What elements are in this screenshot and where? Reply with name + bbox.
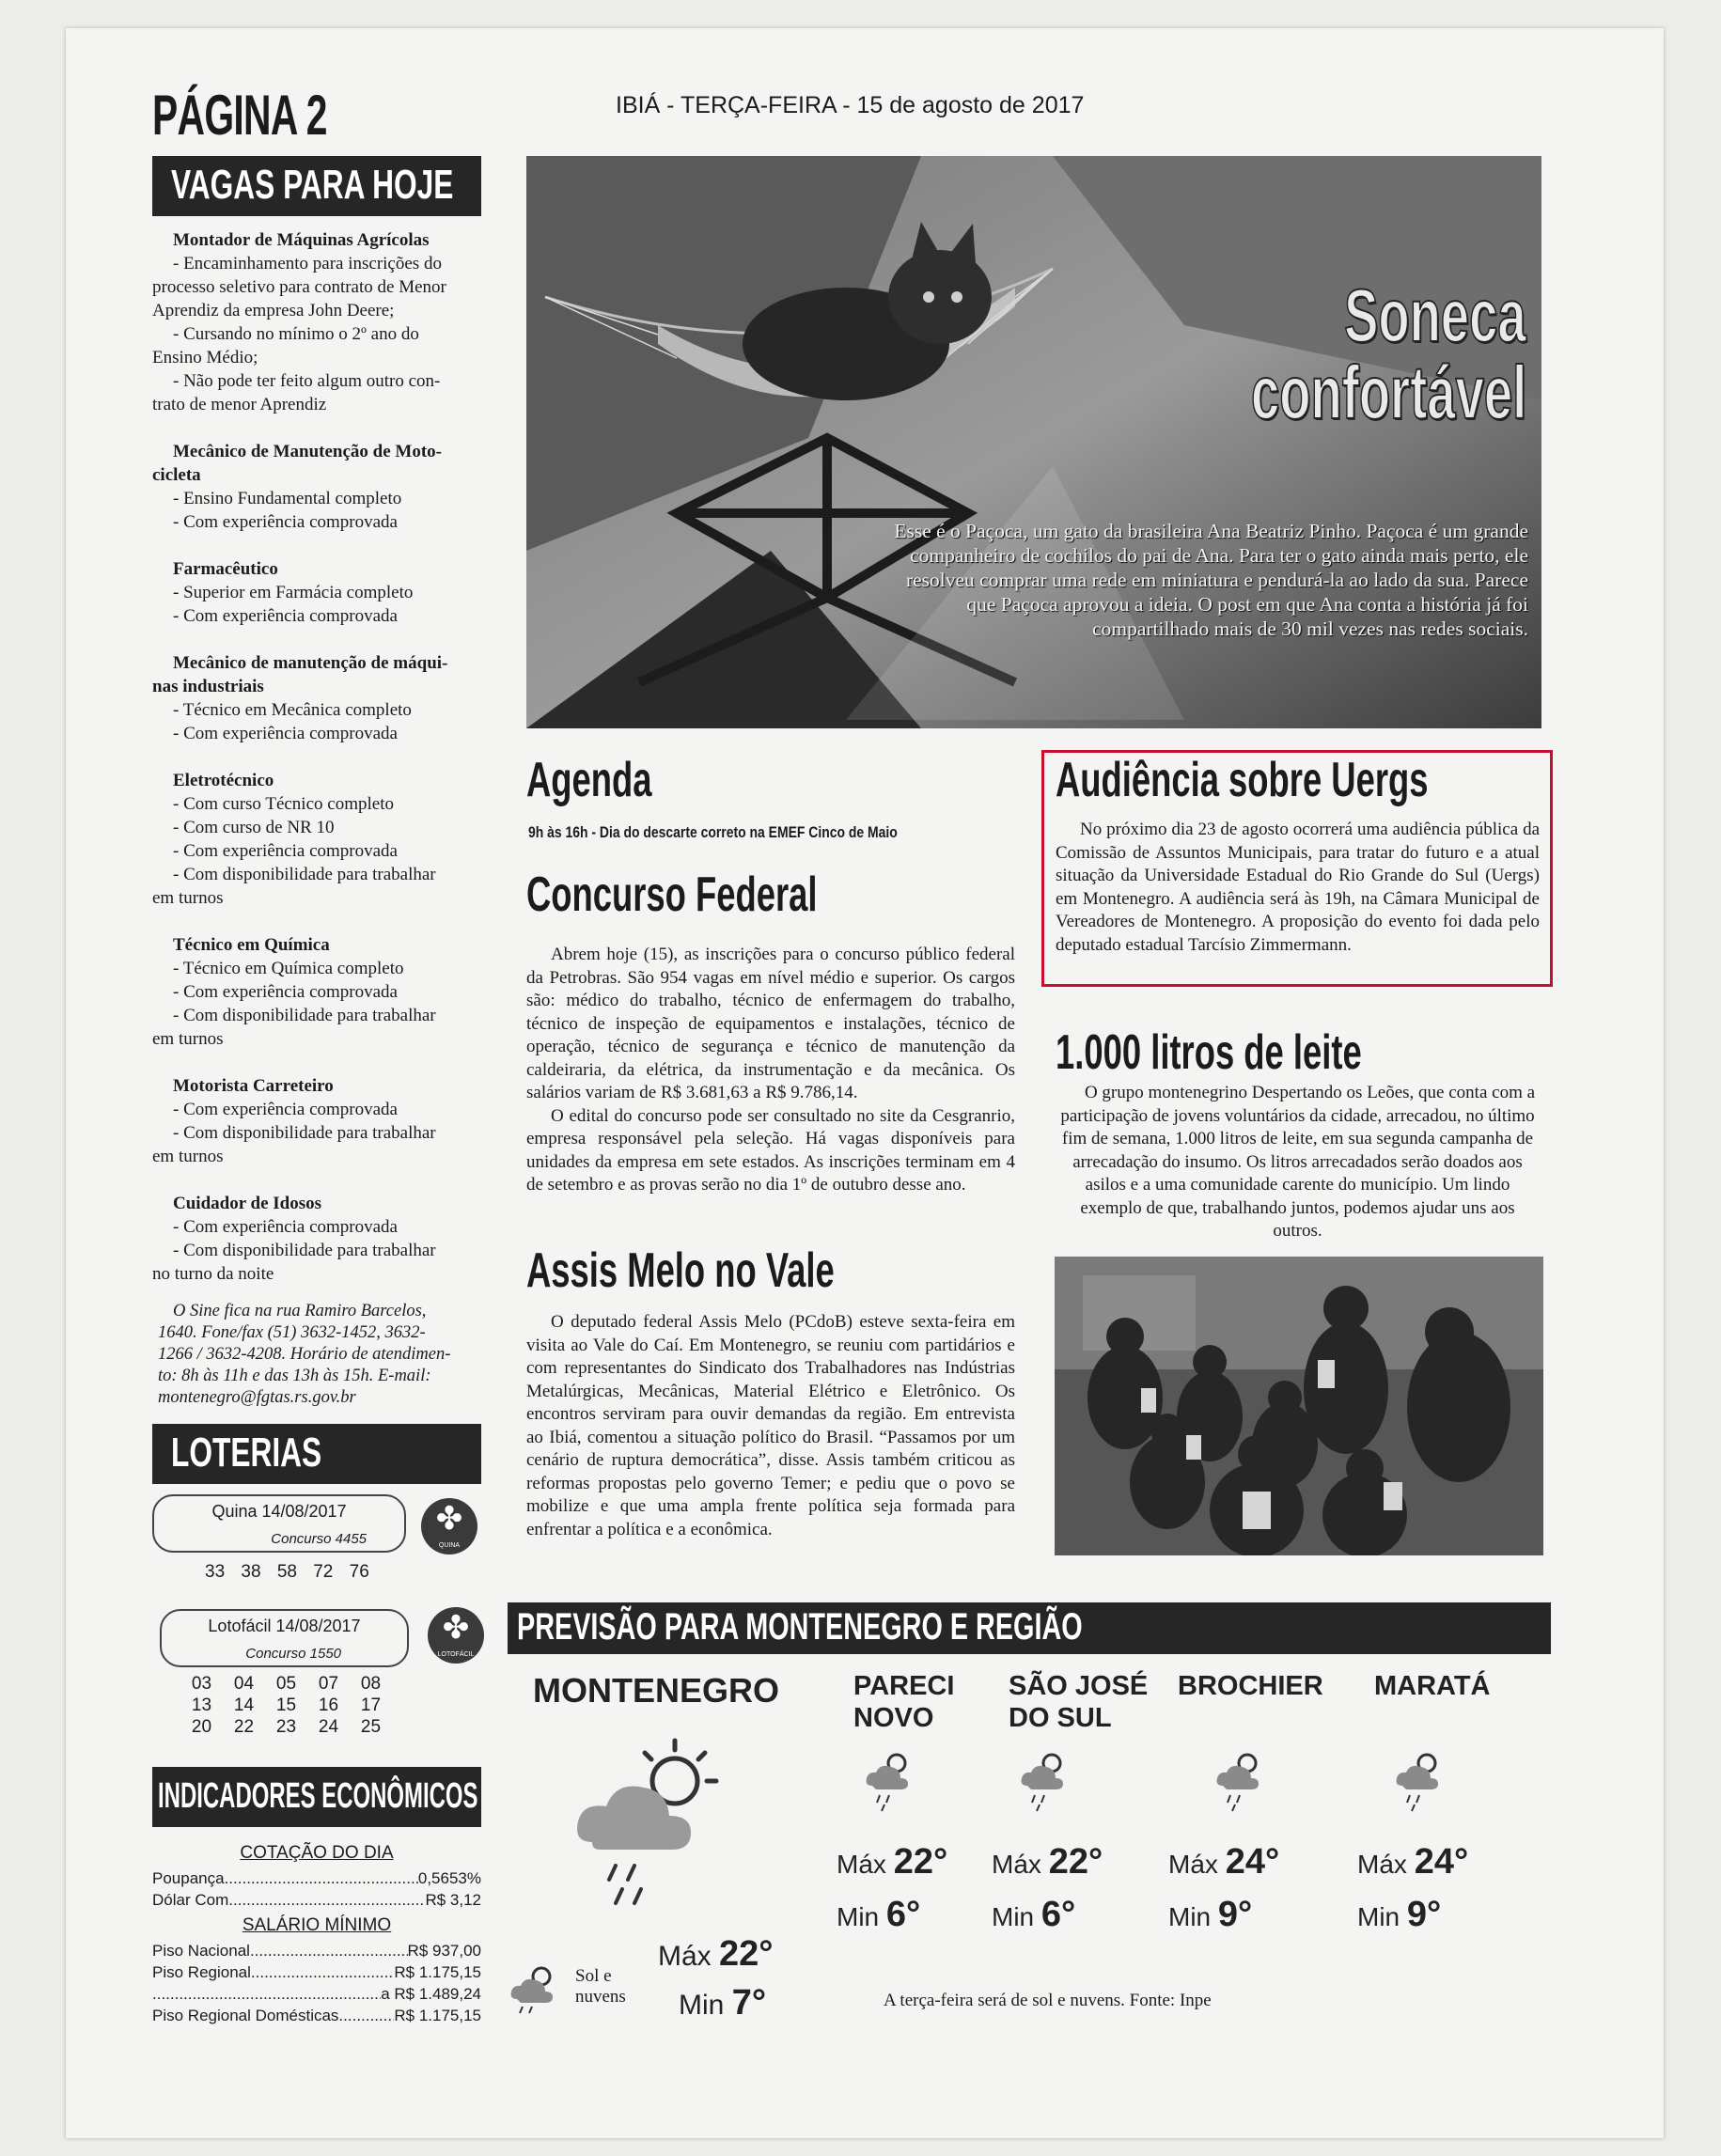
indicadores-title-bar: [152, 1767, 481, 1827]
job-requirement: em turnos: [152, 888, 224, 908]
lotofacil-number: 24: [318, 1717, 339, 1737]
job-requirement: em turnos: [152, 1147, 224, 1166]
job-listing: [152, 228, 481, 416]
lotofacil-clover-icon: ✤ LOTOFÁCIL: [428, 1607, 484, 1664]
salario-heading: SALÁRIO MÍNIMO: [242, 1915, 392, 1935]
lotofacil-concurso: Concurso 1550: [245, 1646, 341, 1662]
previsao-title: PREVISÃO PARA MONTENEGRO E REGIÃO: [517, 1606, 1083, 1648]
legend-sun-cloud-icon: [506, 1960, 562, 2016]
wx-city-max: Máx 22°: [837, 1842, 948, 1882]
vagas-title: VAGAS PARA HOJE: [171, 162, 454, 208]
vagas-title-bar: [152, 156, 481, 216]
job-requirement: - Encaminhamento para inscrições do: [173, 254, 442, 273]
jobs-list: [152, 228, 481, 1309]
audiencia-paragraph: No próximo dia 23 de agosto ocorrerá uma audiência pública da Comissão de Assuntos Municipais, para tratar do futuro e a atual situação da Universidade Estadual do Rio Grande do Sul (Uergs) em Montenegro. A audiência será às 19h, na Câmara Municipal de Vereadores de Montenegro. A proposição do evento foi dada pelo deputado estadual Tarcísio Zimmermann.: [1056, 820, 1540, 955]
indicator-row: Dólar Com ..... R$ 3,12: [152, 1889, 481, 1911]
volunteers-group-photo: [1055, 1257, 1543, 1555]
lotofacil-number: 20: [191, 1717, 212, 1737]
agenda-line: 9h às 16h - Dia do descarte correto na EMEF Cinco de Maio: [528, 823, 898, 841]
job-requirement: - Com experiência comprovada: [173, 606, 398, 626]
concurso-paragraph-1: Abrem hoje (15), as inscrições para o concurso público federal da Petrobras. São 954 vagas em nível médio e superior. Os cargos são: médico do trabalho, técnico de enfermagem do trabalho, técnico de inspeção de equipamentos e instalações, técnico de operação, técnico de segurança e técnico de manutenção da caldeiraria, da elétrica, da instrumentação e da mecânica. Os salários variam de R$ 3.681,63 a R$ 9.786,14.: [526, 945, 1015, 1102]
wx-city-max: Máx 24°: [1357, 1842, 1469, 1882]
lotofacil-row: [180, 1695, 392, 1716]
indicator-row: Poupança ..... 0,5653%: [152, 1867, 481, 1889]
wx-city-name: MARATÁ: [1374, 1671, 1491, 1701]
assis-title: Assis Melo no Vale: [526, 1243, 835, 1298]
job-listing: [152, 651, 481, 745]
wx-city-max: Máx 22°: [992, 1842, 1103, 1882]
job-listing: [152, 933, 481, 1051]
quina-clover-icon: ✤ QUINA: [421, 1498, 477, 1555]
job-listing: [152, 769, 481, 910]
wx-main-min: Min 7°: [679, 1983, 767, 2023]
sun-cloud-rain-icon: [564, 1729, 733, 1917]
indicadores-table: [152, 1838, 481, 2026]
audiencia-body: [1056, 819, 1540, 957]
job-title-cont: cicleta: [152, 465, 201, 485]
sine-line: 1640. Fone/fax (51) 3632-1452, 3632-: [158, 1323, 426, 1342]
job-requirement: - Com experiência comprovada: [173, 724, 398, 743]
lotofacil-number: 15: [275, 1695, 297, 1715]
sine-info: [152, 1301, 481, 1409]
assis-paragraph: O deputado federal Assis Melo (PCdoB) esteve sexta-feira em visita ao Vale do Caí. Em Montenegro, se reuniu com partidários e com representantes do Sindicato dos Trabalhadores nas Indústrias Metalúrgicas, Mecânicas, Material Elétrico e Eletrônico. Os encontros serviram para ouvir demandas da região. Em entrevista ao Ibiá, comentou a situação político do Brasil. “Passamos por um cenário de ruptura democrática”, disse. Assis também criticou as reformas propostas pelo governo Temer; e pediu que o povo se mobilize e que uma ampla frente política seja formada para enfrentar a política e a econômica.: [526, 1312, 1015, 1539]
indicator-row: ..... a R$ 1.489,24: [152, 1983, 481, 2005]
agenda-title: Agenda: [526, 753, 652, 807]
lotofacil-number: 04: [233, 1674, 255, 1694]
job-listing: [152, 1074, 481, 1168]
concurso-title: Concurso Federal: [526, 867, 818, 922]
assis-body: [526, 1311, 1015, 1541]
lotofacil-number: 03: [191, 1674, 212, 1694]
job-requirement: - Ensino Fundamental completo: [173, 489, 402, 508]
wx-footer: A terça-feira será de sol e nuvens. Fonte: Inpe: [884, 1991, 1212, 2010]
wx-city-name: SÃO JOSÉ: [1009, 1671, 1149, 1701]
lotofacil-number: 05: [275, 1674, 297, 1694]
sine-line: O Sine fica na rua Ramiro Barcelos,: [173, 1302, 427, 1320]
job-requirement: processo seletivo para contrato de Menor: [152, 277, 446, 297]
wx-legend: Sol e nuvens: [575, 1966, 626, 2007]
lotofacil-number: 08: [360, 1674, 382, 1694]
sun-cloud-rain-icon: [1391, 1746, 1447, 1812]
lotofacil-number: 13: [191, 1695, 212, 1715]
job-listing: [152, 557, 481, 628]
dateline: IBIÁ - TERÇA-FEIRA - 15 de agosto de 2017: [616, 92, 1085, 118]
wx-city-min: Min 6°: [992, 1895, 1076, 1934]
job-requirement: em turnos: [152, 1029, 224, 1049]
audiencia-title: Audiência sobre Uergs: [1056, 753, 1429, 807]
wx-city-max: Máx 24°: [1168, 1842, 1280, 1882]
job-requirement: - Com experiência comprovada: [173, 512, 398, 532]
photo-caption: Esse é o Paçoca, um gato da brasileira Ana Beatriz Pinho. Paçoca é um grande companheiro de cochilos do pai de Ana. Para ter o gato ainda mais perto, ele resolveu comprar uma rede em miniatura e pendurá-la ao lado da sua. Parece que Paçoca aprovou a ideia. O post em que Ana conta a história já foi compartilhado mais de 30 mil vezes nas redes sociais.: [894, 520, 1528, 640]
indicadores-title: INDICADORES ECONÔMICOS: [158, 1776, 478, 1816]
job-requirement: - Com disponibilidade para trabalhar: [173, 1123, 436, 1143]
job-requirement: - Com experiência comprovada: [173, 841, 398, 861]
job-requirement: - Com curso de NR 10: [173, 818, 335, 837]
cotacao-heading: COTAÇÃO DO DIA: [240, 1843, 394, 1863]
lotofacil-number: 07: [318, 1674, 339, 1694]
job-requirement: - Não pode ter feito algum outro con-: [173, 371, 441, 391]
wx-city-min: Min 9°: [1357, 1895, 1442, 1934]
wx-main-city: MONTENEGRO: [533, 1671, 780, 1710]
lotofacil-number: 17: [360, 1695, 382, 1715]
job-requirement: Aprendiz da empresa John Deere;: [152, 301, 395, 320]
job-requirement: - Com experiência comprovada: [173, 1217, 398, 1237]
lotofacil-numbers: [180, 1673, 392, 1738]
indicator-row: Piso Regional Domésticas ..... R$ 1.175,15: [152, 2005, 481, 2026]
quina-name: Quina 14/08/2017: [211, 1502, 347, 1521]
lotofacil-number: 22: [233, 1717, 255, 1737]
sine-line: 1266 / 3632-4208. Horário de atendimen-: [158, 1345, 451, 1364]
wx-city-name: BROCHIER: [1178, 1671, 1323, 1701]
photo-title-line2: confortável: [1250, 351, 1526, 434]
lotofacil-name: Lotofácil 14/08/2017: [208, 1617, 361, 1635]
job-title-cont: nas industriais: [152, 677, 264, 696]
wx-city-name-2: DO SUL: [1009, 1703, 1112, 1733]
loterias-title-bar: [152, 1424, 481, 1484]
leite-paragraph: O grupo montenegrino Despertando os Leões, que conta com a participação de jovens voluntários da cidade, arrecadou, no último fim de semana, 1.000 litros de leite, em sua segunda campanha de arrecadação do insumo. Os litros arrecadados serão doados aos asilos e a uma comunidade carente do município. Um lindo exemplo de que, trabalhando juntos, podemos ajudar uns aos outros.: [1060, 1083, 1536, 1241]
job-title: Mecânico de Manutenção de Moto-: [173, 442, 442, 461]
sun-cloud-rain-icon: [1016, 1746, 1072, 1812]
job-requirement: - Com disponibilidade para trabalhar: [173, 1006, 436, 1025]
job-requirement: - Cursando no mínimo o 2º ano do: [173, 324, 419, 344]
job-title: Farmacêutico: [173, 559, 278, 579]
lotofacil-number: 25: [360, 1717, 382, 1737]
job-title: Técnico em Química: [173, 935, 330, 955]
concurso-paragraph-2: O edital do concurso pode ser consultado no site da Cesgranrio, empresa responsável pela seleção. Há vagas disponíveis para unidades da empresa em sete estados. As inscrições terminam em 4 de setembro e as provas serão no dia 1º de outubro desse ano.: [526, 1105, 1015, 1195]
section-title: PÁGINA 2: [152, 84, 327, 147]
job-requirement: - Com disponibilidade para trabalhar: [173, 1241, 436, 1260]
job-requirement: - Técnico em Química completo: [173, 959, 404, 978]
leite-title: 1.000 litros de leite: [1056, 1025, 1362, 1080]
job-requirement: - Com experiência comprovada: [173, 1100, 398, 1119]
job-requirement: - Superior em Farmácia completo: [173, 583, 414, 602]
concurso-body: [526, 944, 1015, 1197]
job-requirement: - Com curso Técnico completo: [173, 794, 394, 814]
sine-line[interactable]: montenegro@fgtas.rs.gov.br: [158, 1388, 356, 1407]
lotofacil-number: 23: [275, 1717, 297, 1737]
indicator-row: Piso Nacional ..... R$ 937,00: [152, 1940, 481, 1961]
loterias-title: LOTERIAS: [171, 1430, 322, 1476]
lotofacil-row: [180, 1716, 392, 1738]
wx-main-max: Máx 22°: [658, 1934, 774, 1974]
leite-body: [1056, 1082, 1540, 1243]
wx-city-name: PARECI: [853, 1671, 955, 1701]
wx-city-min: Min 9°: [1168, 1895, 1253, 1934]
lotofacil-number: 16: [318, 1695, 339, 1715]
lotofacil-number: 14: [233, 1695, 255, 1715]
job-title: Motorista Carreteiro: [173, 1076, 334, 1096]
job-requirement: Ensino Médio;: [152, 348, 258, 367]
job-title: Montador de Máquinas Agrícolas: [173, 230, 430, 250]
indicator-row: Piso Regional ..... R$ 1.175,15: [152, 1961, 481, 1983]
cat-hammock-photo: [526, 156, 1541, 728]
job-title: Eletrotécnico: [173, 771, 274, 790]
job-listing: [152, 1192, 481, 1286]
job-requirement: - Técnico em Mecânica completo: [173, 700, 412, 720]
job-requirement: trato de menor Aprendiz: [152, 395, 327, 414]
wx-city-min: Min 6°: [837, 1895, 921, 1934]
quina-concurso: Concurso 4455: [271, 1531, 367, 1547]
previsao-title-bar: [508, 1602, 1551, 1654]
sine-line: to: 8h às 11h e das 13h às 15h. E-mail:: [158, 1367, 431, 1385]
quina-box: [152, 1494, 406, 1553]
photo-title-line1: Soneca: [1344, 273, 1526, 357]
lotofacil-row: [180, 1673, 392, 1695]
job-requirement: - Com experiência comprovada: [173, 982, 398, 1002]
wx-city-name-2: NOVO: [853, 1703, 934, 1733]
quina-numbers: 33 38 58 72 76: [205, 1562, 369, 1582]
lotofacil-box: [160, 1609, 409, 1667]
job-requirement: no turno da noite: [152, 1264, 274, 1284]
job-requirement: - Com disponibilidade para trabalhar: [173, 865, 436, 884]
sun-cloud-rain-icon: [861, 1746, 917, 1812]
job-title: Cuidador de Idosos: [173, 1194, 322, 1213]
sun-cloud-rain-icon: [1212, 1746, 1268, 1812]
job-listing: [152, 440, 481, 534]
job-title: Mecânico de manutenção de máqui-: [173, 653, 448, 673]
